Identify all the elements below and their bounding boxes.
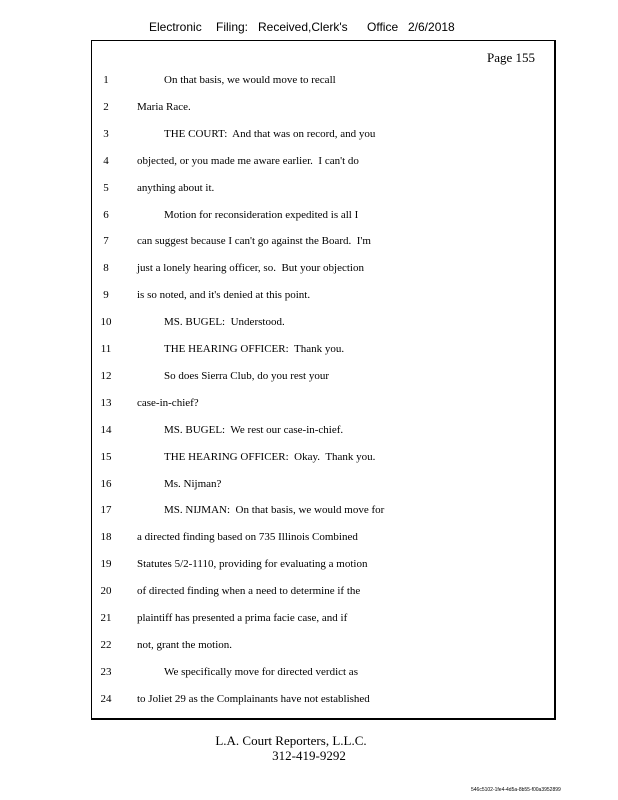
line-number: 18	[100, 531, 112, 544]
transcript-line	[0, 531, 618, 551]
transcript-line	[0, 370, 618, 390]
transcript-line	[0, 128, 618, 148]
transcript-line	[0, 262, 618, 282]
line-text: We specifically move for directed verdict as	[164, 665, 358, 678]
line-text: a directed finding based on 735 Illinois Combined	[137, 531, 358, 544]
line-text: anything about it.	[137, 181, 215, 194]
transcript-line	[0, 666, 618, 686]
filing-header-filing: Filing:	[216, 20, 249, 34]
footer-phone: 312-419-9292	[272, 748, 346, 763]
transcript-line	[0, 101, 618, 121]
transcript-line	[0, 343, 618, 363]
footer-company: L.A. Court Reporters, L.L.C.	[215, 733, 367, 748]
footer-document-id: 546c5102-1fe4-4d5a-8b55-f00a3952899	[471, 787, 561, 793]
transcript-line	[0, 639, 618, 659]
line-number: 21	[100, 612, 112, 624]
filing-header-office: Office	[367, 20, 399, 34]
transcript-line	[0, 612, 618, 632]
line-text: On that basis, we would move to recall	[164, 74, 336, 86]
line-text: MS. BUGEL: We rest our case-in-chief.	[164, 423, 344, 436]
line-text: can suggest because I can't go against the Board. I'm	[137, 235, 371, 248]
line-text: just a lonely hearing officer, so. But your objection	[137, 262, 364, 275]
line-number: 15	[100, 450, 112, 463]
line-text: THE HEARING OFFICER: Thank you.	[164, 343, 345, 355]
line-number: 24	[100, 692, 112, 705]
line-number: 10	[100, 316, 112, 329]
transcript-line	[0, 182, 618, 202]
line-number: 19	[100, 558, 112, 571]
line-text: is so noted, and it's denied at this point.	[137, 289, 311, 302]
line-text: Motion for reconsideration expedited is all I	[164, 208, 359, 221]
transcript-line	[0, 397, 618, 417]
line-number: 23	[100, 665, 112, 678]
line-number: 13	[100, 396, 112, 409]
line-text: to Joliet 29 as the Complainants have not established	[137, 692, 370, 705]
transcript-line	[0, 289, 618, 309]
transcript-line	[0, 235, 618, 255]
transcript-line	[0, 155, 618, 175]
line-text: Maria Race.	[137, 100, 191, 113]
transcript-line	[0, 585, 618, 605]
transcript-line	[0, 693, 618, 713]
transcript-line	[0, 504, 618, 524]
line-number: 14	[100, 423, 112, 436]
line-text: Ms. Nijman?	[164, 477, 222, 490]
line-number: 3	[103, 127, 109, 140]
line-text: MS. NIJMAN: On that basis, we would move for	[164, 504, 385, 517]
line-number: 11	[100, 343, 112, 355]
line-number: 6	[103, 208, 109, 221]
line-text: not, grant the motion.	[137, 638, 233, 651]
line-number: 17	[100, 504, 112, 517]
transcript-line	[0, 451, 618, 471]
line-number: 12	[100, 369, 112, 382]
line-number: 4	[103, 154, 109, 167]
line-text: THE COURT: And that was on record, and you	[164, 127, 376, 140]
line-number: 22	[100, 638, 112, 651]
line-number: 2	[103, 100, 109, 113]
line-number: 16	[100, 477, 112, 490]
line-text: THE HEARING OFFICER: Okay. Thank you.	[164, 450, 376, 463]
filing-header-received: Received,Clerk's	[258, 20, 348, 34]
line-number: 20	[100, 585, 112, 598]
transcript-line	[0, 424, 618, 444]
line-text: So does Sierra Club, do you rest your	[164, 369, 329, 382]
line-text: plaintiff has presented a prima facie case, and if	[137, 612, 348, 624]
transcript-line	[0, 74, 618, 94]
line-number: 1	[103, 74, 109, 86]
page-number: Page 155	[487, 50, 536, 65]
line-number: 9	[103, 289, 109, 302]
line-number: 5	[103, 181, 109, 194]
line-number: 8	[103, 262, 109, 275]
transcript-line	[0, 558, 618, 578]
line-text: case-in-chief?	[137, 396, 199, 409]
transcript-line	[0, 478, 618, 498]
transcript-line	[0, 316, 618, 336]
line-text: MS. BUGEL: Understood.	[164, 316, 285, 329]
line-text: objected, or you made me aware earlier. I can't do	[137, 154, 359, 167]
filing-header-date: 2/6/2018	[408, 20, 455, 34]
line-text: Statutes 5/2-1110, providing for evaluating a motion	[137, 558, 368, 571]
line-number: 7	[103, 235, 109, 248]
filing-header-electronic: Electronic	[149, 20, 202, 34]
line-text: of directed finding when a need to determine if the	[137, 585, 361, 598]
transcript-line	[0, 209, 618, 229]
